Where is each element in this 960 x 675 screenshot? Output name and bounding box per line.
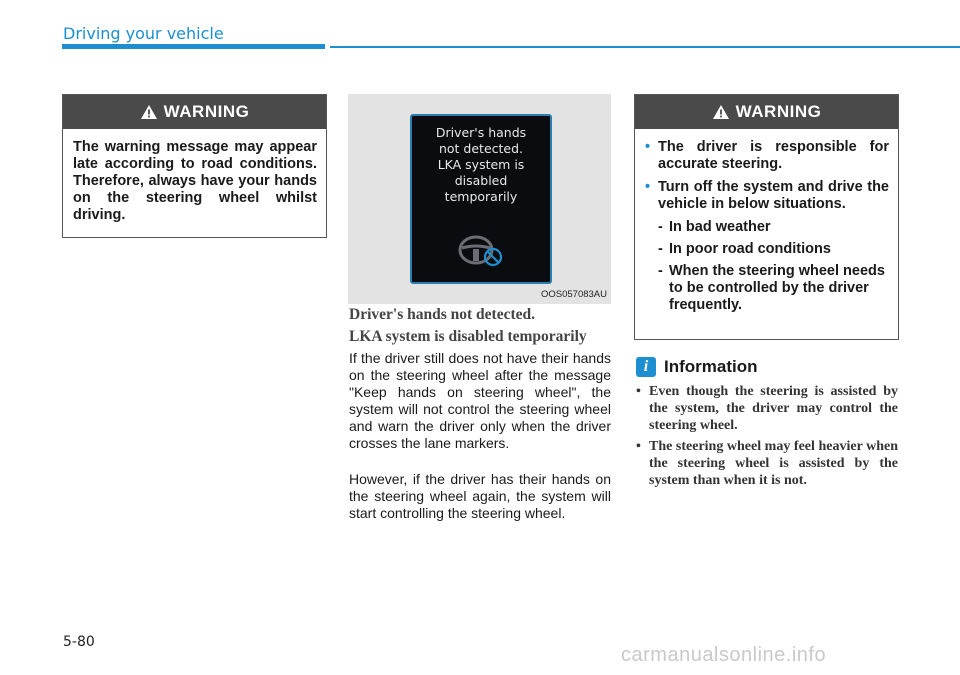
- cluster-line: Driver's hands: [435, 125, 527, 140]
- warning-title: WARNING: [163, 102, 250, 121]
- body-paragraph: If the driver still does not have their hands on the steering wheel after the message "Keep hands on steering wheel", the system will not control the steering wheel and warn the driver only when the driver crosses the lane markers.: [349, 350, 611, 451]
- section-title: Driving your vehicle: [63, 24, 224, 43]
- warning-subitem: - In poor road conditions: [658, 241, 831, 257]
- warning-sublist: [645, 219, 889, 314]
- header-rule-thick: [62, 44, 325, 49]
- information-item: • The steering wheel may feel heavier when the steering wheel is assisted by the system than when it is not.: [636, 439, 898, 488]
- cluster-figure: [348, 94, 611, 304]
- information-item: • Even though the steering is assisted by the system, the driver may control the steering wheel.: [636, 384, 898, 433]
- information-header: [636, 357, 758, 377]
- warning-bullet: • Turn off the system and drive the vehicle in below situations.: [645, 179, 889, 212]
- subheading-hands-not-detected: Driver's hands not detected.: [349, 306, 535, 323]
- bullet-dot-icon: •: [645, 179, 651, 195]
- body-paragraph: However, if the driver has their hands on the steering wheel again, the system will start controlling the steering wheel.: [349, 471, 611, 521]
- warning-body: The warning message may appear late according to road conditions. Therefore, always have your hands on the steering wheel whilst driving.: [73, 139, 317, 223]
- warning-header: [635, 95, 898, 129]
- warning-header: [63, 95, 326, 129]
- warning-box-right: [634, 94, 899, 340]
- warning-body: [635, 129, 898, 329]
- cluster-message: [412, 125, 550, 205]
- warning-bullet: • The driver is responsible for accurate steering.: [645, 139, 889, 172]
- page-number: 5-80: [63, 634, 95, 650]
- cluster-line: not detected.: [438, 141, 524, 156]
- warning-subitem: - When the steering wheel needs to be controlled by the driver frequently.: [658, 263, 885, 313]
- information-title: Information: [664, 357, 758, 376]
- warning-box-left: [62, 94, 327, 238]
- warning-title: WARNING: [735, 102, 822, 121]
- cluster-display: [410, 114, 552, 284]
- cluster-line: temporarily: [444, 189, 518, 204]
- watermark: carmanualsonline.info: [621, 644, 827, 666]
- steering-wheel-off-icon: [456, 234, 504, 268]
- subheading-lka-disabled: LKA system is disabled temporarily: [349, 328, 587, 345]
- cluster-line: LKA system is: [437, 157, 525, 172]
- warning-triangle-icon: [712, 104, 730, 120]
- header-rule-thin: [330, 46, 960, 48]
- cluster-line: disabled: [454, 173, 508, 188]
- warning-subitem: - In bad weather: [658, 219, 771, 235]
- warning-triangle-icon: [140, 104, 158, 120]
- info-icon: i: [636, 357, 656, 377]
- figure-code: OOS057083AU: [540, 289, 607, 300]
- information-list: [636, 383, 898, 493]
- bullet-dot-icon: •: [645, 139, 651, 155]
